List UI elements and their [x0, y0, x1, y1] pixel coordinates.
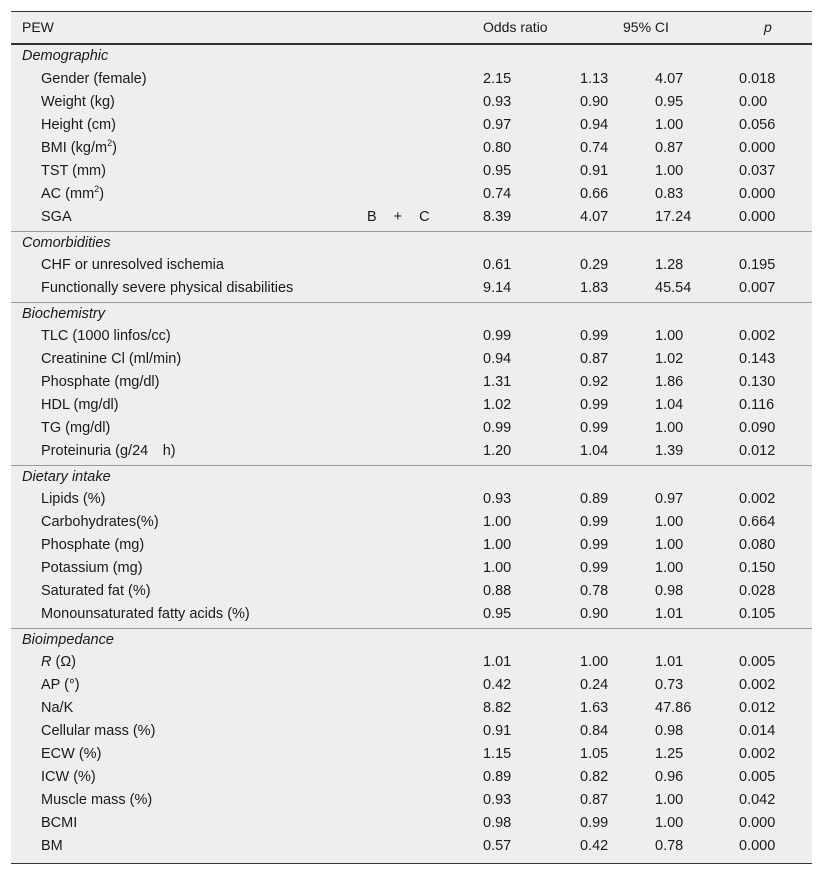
row-label: Lipids (%) — [41, 491, 106, 507]
row-ci-lower: 0.99 — [580, 537, 609, 553]
row-odds-ratio: 1.15 — [483, 746, 512, 762]
row-ci-upper: 4.07 — [655, 71, 684, 87]
table-row — [11, 206, 812, 229]
row-ci-upper: 1.02 — [655, 351, 684, 367]
row-label: ECW (%) — [41, 746, 102, 762]
row-ci-upper: 1.00 — [655, 537, 684, 553]
row-odds-ratio: 0.57 — [483, 838, 512, 854]
table-row — [11, 440, 812, 463]
row-label: Height (cm) — [41, 117, 116, 133]
row-label: TG (mg/dl) — [41, 420, 111, 436]
row-ci-upper: 1.86 — [655, 374, 684, 390]
row-odds-ratio: 0.94 — [483, 351, 512, 367]
row-p-value: 0.002 — [739, 677, 776, 693]
row-label: BMI $(kg/m^2)$ — [41, 138, 117, 156]
sga-category-note: B + C — [367, 209, 430, 225]
table-row — [11, 557, 812, 580]
row-ci-lower: 0.94 — [580, 117, 609, 133]
row-odds-ratio: 1.01 — [483, 654, 512, 670]
row-ci-upper: 0.87 — [655, 140, 684, 156]
row-p-value: 0.028 — [739, 583, 776, 599]
row-odds-ratio: 0.61 — [483, 257, 512, 273]
row-ci-lower: 1.83 — [580, 280, 609, 296]
row-p-value: 0.012 — [739, 700, 776, 716]
row-odds-ratio: 1.00 — [483, 514, 512, 530]
table-row — [11, 674, 812, 697]
row-odds-ratio: 0.98 — [483, 815, 512, 831]
row-label: TST (mm) — [41, 163, 106, 179]
row-ci-lower: 4.07 — [580, 209, 609, 225]
row-label: Cellular mass (%) — [41, 723, 156, 739]
row-ci-lower: 0.66 — [580, 186, 609, 202]
table-row — [11, 137, 812, 160]
row-p-value: 0.150 — [739, 560, 776, 576]
row-odds-ratio: 8.39 — [483, 209, 512, 225]
row-ci-lower: 0.82 — [580, 769, 609, 785]
row-ci-upper: 0.73 — [655, 677, 684, 693]
header-p-value: p — [764, 19, 772, 35]
row-odds-ratio: 0.74 — [483, 186, 512, 202]
row-p-value: 0.090 — [739, 420, 776, 436]
section-biochemistry — [11, 302, 812, 326]
row-label: CHF or unresolved ischemia — [41, 257, 224, 273]
row-p-value: 0.143 — [739, 351, 776, 367]
row-p-value: 0.002 — [739, 328, 776, 344]
row-p-value: 0.000 — [739, 209, 776, 225]
row-ci-upper: 1.00 — [655, 163, 684, 179]
row-p-value: 0.000 — [739, 815, 776, 831]
row-label: AP (°) — [41, 677, 80, 693]
row-ci-lower: 0.92 — [580, 374, 609, 390]
row-odds-ratio: 0.97 — [483, 117, 512, 133]
table-row — [11, 511, 812, 534]
row-ci-upper: 0.97 — [655, 491, 684, 507]
row-p-value: 0.018 — [739, 71, 776, 87]
table-row — [11, 325, 812, 348]
header-odds-ratio: Odds ratio — [483, 19, 548, 35]
row-ci-lower: 0.91 — [580, 163, 609, 179]
section-demographic — [11, 45, 812, 68]
row-ci-upper: 17.24 — [655, 209, 692, 225]
header-pew: PEW — [22, 19, 54, 35]
section-label: Bioimpedance — [22, 632, 114, 648]
table-row — [11, 835, 812, 858]
row-ci-upper: 1.28 — [655, 257, 684, 273]
table-row — [11, 743, 812, 766]
table-row — [11, 789, 812, 812]
row-odds-ratio: 0.88 — [483, 583, 512, 599]
row-ci-lower: 1.00 — [580, 654, 609, 670]
row-ci-upper: 1.00 — [655, 420, 684, 436]
table-row — [11, 651, 812, 674]
table-row — [11, 183, 812, 206]
row-label: Functionally severe physical disabilities — [41, 280, 294, 296]
row-ci-upper: 1.00 — [655, 792, 684, 808]
row-ci-lower: 0.99 — [580, 514, 609, 530]
row-p-value: 0.000 — [739, 140, 776, 156]
row-label: Creatinine Cl (ml/min) — [41, 351, 182, 367]
row-label: ICW (%) — [41, 769, 96, 785]
row-ci-upper: 1.01 — [655, 654, 684, 670]
row-label: Potassium (mg) — [41, 560, 143, 576]
table-row — [11, 68, 812, 91]
section-label: Comorbidities — [22, 235, 111, 251]
row-odds-ratio: 1.20 — [483, 443, 512, 459]
row-ci-upper: 0.83 — [655, 186, 684, 202]
row-ci-upper: 1.00 — [655, 328, 684, 344]
row-ci-lower: 0.99 — [580, 420, 609, 436]
row-label: TLC (1000 linfos/cc) — [41, 328, 171, 344]
row-label: Monounsaturated fatty acids (%) — [41, 606, 250, 622]
row-p-value: 0.105 — [739, 606, 776, 622]
row-ci-upper: 1.00 — [655, 560, 684, 576]
table-row — [11, 697, 812, 720]
row-ci-lower: 1.63 — [580, 700, 609, 716]
row-ci-lower: 0.87 — [580, 351, 609, 367]
row-odds-ratio: 0.91 — [483, 723, 512, 739]
row-ci-lower: 0.89 — [580, 491, 609, 507]
section-comorbidities — [11, 231, 812, 255]
row-odds-ratio: 0.80 — [483, 140, 512, 156]
row-p-value: 0.00 — [739, 94, 768, 110]
row-ci-lower: 1.04 — [580, 443, 609, 459]
row-p-value: 0.000 — [739, 186, 776, 202]
row-ci-lower: 0.87 — [580, 792, 609, 808]
row-label: HDL (mg/dl) — [41, 397, 119, 413]
row-odds-ratio: 0.99 — [483, 328, 512, 344]
row-p-value: 0.130 — [739, 374, 776, 390]
row-ci-upper: 0.78 — [655, 838, 684, 854]
row-odds-ratio: 0.95 — [483, 606, 512, 622]
row-p-value: 0.000 — [739, 838, 776, 854]
row-odds-ratio: 0.95 — [483, 163, 512, 179]
row-label: Na/K — [41, 700, 74, 716]
row-label: R (Ω) — [41, 654, 77, 670]
row-ci-lower: 0.42 — [580, 838, 609, 854]
header-95-ci: 95% CI — [623, 19, 669, 35]
row-p-value: 0.014 — [739, 723, 776, 739]
row-odds-ratio: 2.15 — [483, 71, 512, 87]
row-odds-ratio: 0.99 — [483, 420, 512, 436]
row-label: Gender (female) — [41, 71, 147, 87]
table-header — [11, 12, 812, 45]
section-dietary-intake — [11, 465, 812, 489]
row-p-value: 0.002 — [739, 491, 776, 507]
row-p-value: 0.195 — [739, 257, 776, 273]
row-p-value: 0.007 — [739, 280, 776, 296]
row-odds-ratio: 0.93 — [483, 491, 512, 507]
row-odds-ratio: 1.00 — [483, 537, 512, 553]
row-ci-upper: 0.98 — [655, 723, 684, 739]
row-label: Saturated fat (%) — [41, 583, 151, 599]
row-odds-ratio: 0.93 — [483, 94, 512, 110]
row-p-value: 0.080 — [739, 537, 776, 553]
row-ci-upper: 47.86 — [655, 700, 692, 716]
row-ci-upper: 1.04 — [655, 397, 684, 413]
table-row — [11, 160, 812, 183]
row-label: Carbohydrates(%) — [41, 514, 159, 530]
row-label: Proteinuria (g/24 h) — [41, 443, 176, 459]
row-ci-lower: 1.13 — [580, 71, 609, 87]
row-odds-ratio: 9.14 — [483, 280, 512, 296]
row-ci-lower: 0.99 — [580, 815, 609, 831]
row-p-value: 0.056 — [739, 117, 776, 133]
row-label: Muscle mass (%) — [41, 792, 153, 808]
table-row — [11, 348, 812, 371]
table-row — [11, 277, 812, 300]
table-row — [11, 720, 812, 743]
table-row — [11, 114, 812, 137]
row-p-value: 0.005 — [739, 654, 776, 670]
row-ci-upper: 1.39 — [655, 443, 684, 459]
row-ci-lower: 0.90 — [580, 606, 609, 622]
table-row — [11, 603, 812, 626]
row-ci-lower: 0.99 — [580, 397, 609, 413]
row-ci-upper: 1.00 — [655, 117, 684, 133]
row-p-value: 0.012 — [739, 443, 776, 459]
row-label: BCMI — [41, 815, 78, 831]
section-label: Demographic — [22, 48, 109, 64]
row-p-value: 0.664 — [739, 514, 776, 530]
row-ci-lower: 0.29 — [580, 257, 609, 273]
row-ci-lower: 0.99 — [580, 560, 609, 576]
row-ci-upper: 1.01 — [655, 606, 684, 622]
row-label: Phosphate (mg/dl) — [41, 374, 160, 390]
row-p-value: 0.042 — [739, 792, 776, 808]
table-row — [11, 394, 812, 417]
row-label: Phosphate (mg) — [41, 537, 145, 553]
section-label: Dietary intake — [22, 469, 111, 485]
row-odds-ratio: 0.42 — [483, 677, 512, 693]
row-label: Weight (kg) — [41, 94, 115, 110]
table-row — [11, 812, 812, 835]
row-ci-upper: 45.54 — [655, 280, 692, 296]
row-ci-upper: 1.25 — [655, 746, 684, 762]
row-label: AC $(mm^2)$ — [41, 184, 105, 202]
table-row — [11, 254, 812, 277]
row-ci-lower: 0.90 — [580, 94, 609, 110]
row-odds-ratio: 1.31 — [483, 374, 512, 390]
row-odds-ratio: 0.93 — [483, 792, 512, 808]
row-p-value: 0.116 — [739, 397, 775, 413]
row-ci-upper: 0.95 — [655, 94, 684, 110]
section-bioimpedance — [11, 628, 812, 652]
table-row — [11, 371, 812, 394]
row-odds-ratio: 8.82 — [483, 700, 512, 716]
row-ci-lower: 0.84 — [580, 723, 609, 739]
row-odds-ratio: 1.00 — [483, 560, 512, 576]
row-odds-ratio: 0.89 — [483, 769, 512, 785]
row-p-value: 0.002 — [739, 746, 776, 762]
table-row — [11, 580, 812, 603]
row-ci-upper: 1.00 — [655, 815, 684, 831]
table-row — [11, 488, 812, 511]
row-label: SGA — [41, 209, 72, 225]
section-label: Biochemistry — [22, 306, 105, 322]
table-row — [11, 91, 812, 114]
row-ci-upper: 1.00 — [655, 514, 684, 530]
row-ci-lower: 0.99 — [580, 328, 609, 344]
row-odds-ratio: 1.02 — [483, 397, 512, 413]
row-ci-lower: 0.74 — [580, 140, 609, 156]
row-ci-upper: 0.96 — [655, 769, 684, 785]
table-row — [11, 766, 812, 789]
table-row — [11, 417, 812, 440]
row-ci-lower: 0.24 — [580, 677, 609, 693]
table-row — [11, 534, 812, 557]
row-ci-lower: 1.05 — [580, 746, 609, 762]
row-label: BM — [41, 838, 63, 854]
row-ci-lower: 0.78 — [580, 583, 609, 599]
odds-ratio-table — [11, 11, 812, 864]
row-p-value: 0.005 — [739, 769, 776, 785]
row-p-value: 0.037 — [739, 163, 776, 179]
row-ci-upper: 0.98 — [655, 583, 684, 599]
